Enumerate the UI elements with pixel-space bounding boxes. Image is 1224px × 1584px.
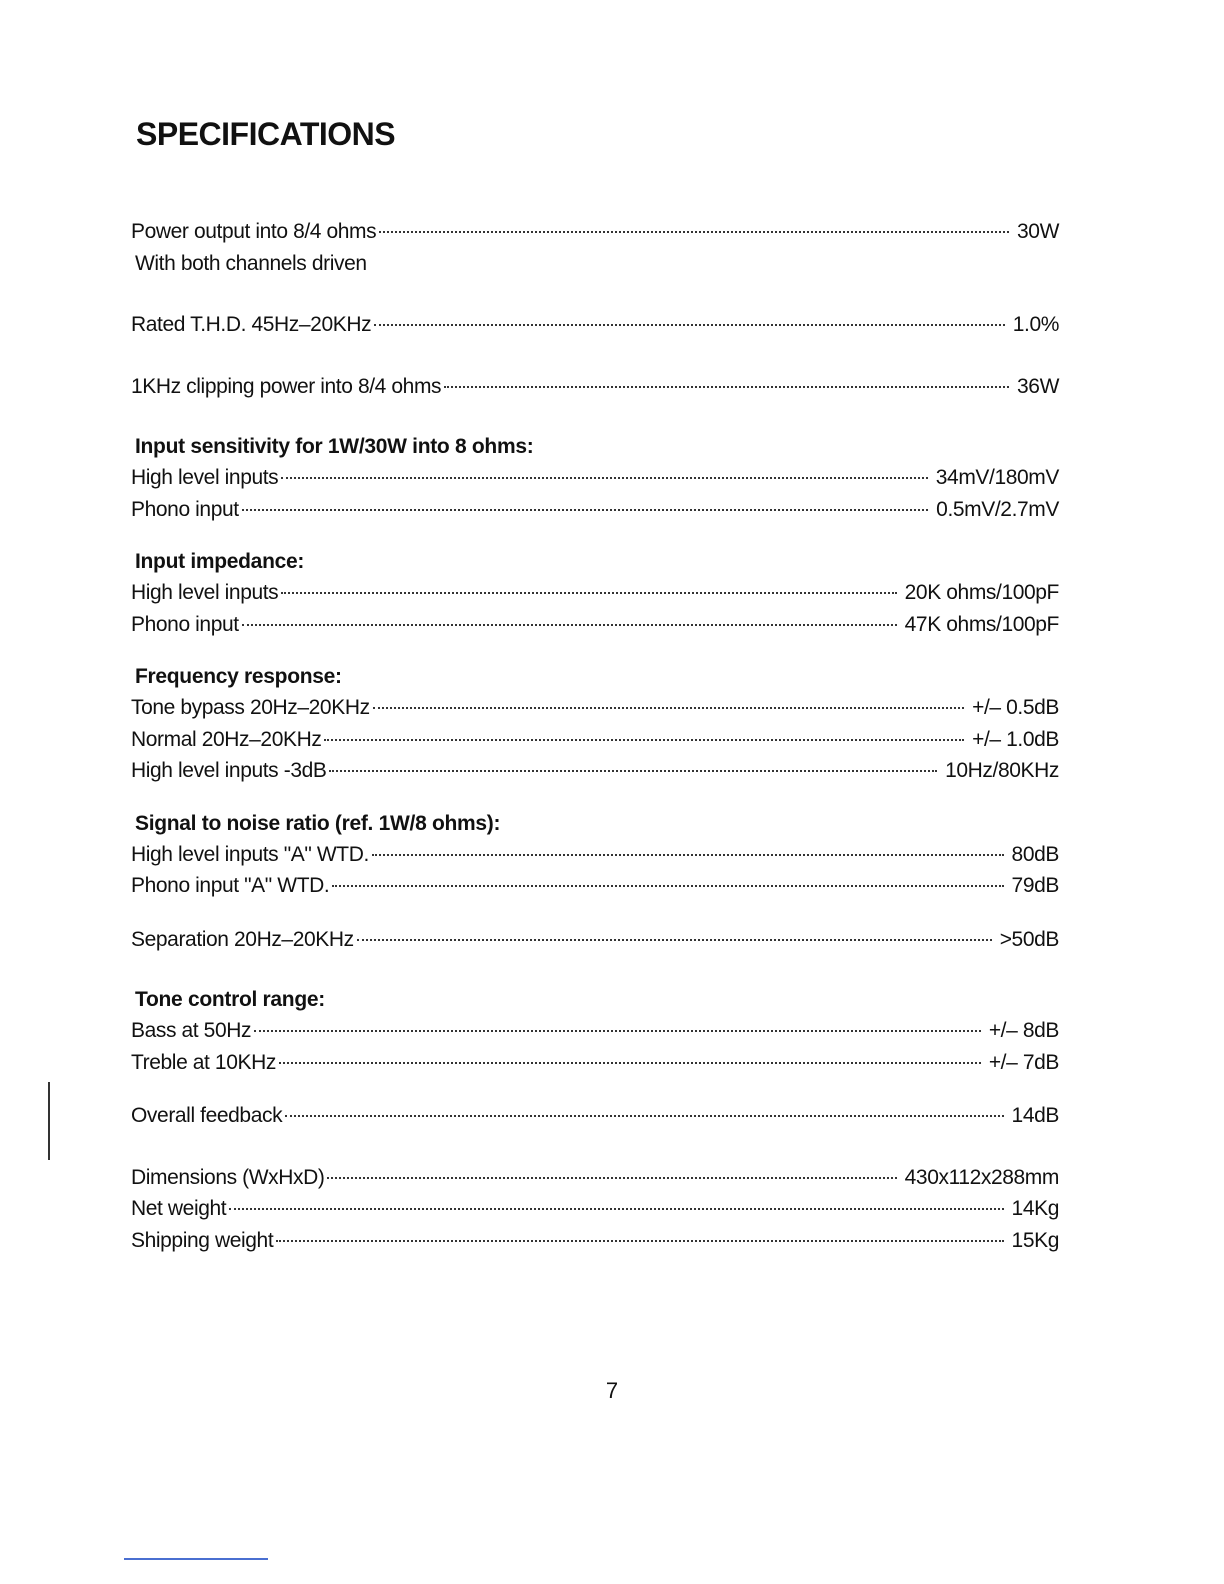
page-number: 7 xyxy=(605,1378,619,1403)
spec-row xyxy=(131,724,1059,756)
spec-row xyxy=(131,309,1059,341)
spec-value: 34mV/180mV xyxy=(935,466,1059,489)
dot-leader xyxy=(444,386,1009,388)
spec-label: High level inputs -3dB xyxy=(131,759,327,782)
spec-value: 80dB xyxy=(1011,842,1059,866)
spec-row xyxy=(131,1047,1059,1079)
spec-row xyxy=(131,692,1059,724)
page-title: SPECIFICATIONS xyxy=(136,116,396,152)
dot-leader xyxy=(374,324,1005,326)
spec-value: 36W xyxy=(1017,374,1059,398)
dot-leader xyxy=(329,770,937,772)
spec-label: Bass at 50Hz xyxy=(131,1019,252,1042)
spec-label: Tone bypass 20Hz–20KHz xyxy=(131,696,370,719)
spec-section xyxy=(131,371,1059,403)
spec-row xyxy=(131,462,1059,494)
spec-section xyxy=(131,1162,1059,1257)
spec-label: Treble at 10KHz xyxy=(131,1050,276,1074)
spec-section xyxy=(131,809,1059,902)
spec-label: Phono input xyxy=(131,497,239,521)
spec-row xyxy=(131,577,1059,609)
bottom-rule xyxy=(124,1558,268,1560)
spec-row xyxy=(131,216,1059,248)
spec-section xyxy=(131,216,1059,279)
spec-label: Dimensions (WxHxD) xyxy=(131,1165,325,1189)
dot-leader xyxy=(229,1208,1003,1210)
spec-value: 79dB xyxy=(1011,874,1059,897)
spec-row xyxy=(131,371,1059,403)
dot-leader xyxy=(324,739,964,741)
dot-leader xyxy=(373,707,964,709)
spec-value: +/– 0.5dB xyxy=(972,696,1059,719)
dot-leader xyxy=(327,1177,896,1179)
spec-value: +/– 8dB xyxy=(988,1019,1059,1042)
spec-row xyxy=(131,839,1059,871)
spec-label: Normal 20Hz–20KHz xyxy=(131,727,322,751)
dot-leader xyxy=(281,592,896,594)
spec-section xyxy=(131,924,1059,956)
spec-value: 430x112x288mm xyxy=(904,1165,1059,1189)
spec-row xyxy=(131,609,1059,641)
specifications-list xyxy=(131,216,1059,1286)
spec-section xyxy=(131,985,1059,1078)
dot-leader xyxy=(279,1062,981,1064)
dot-leader xyxy=(332,885,1003,887)
spec-value: +/– 1.0dB xyxy=(972,727,1059,751)
spec-label: Overall feedback xyxy=(131,1104,283,1127)
spec-row xyxy=(131,494,1059,526)
dot-leader xyxy=(276,1240,1003,1242)
spec-row xyxy=(131,1015,1059,1047)
spec-row xyxy=(131,1100,1059,1132)
spec-label: High level inputs xyxy=(131,466,279,489)
spec-label: Power output into 8/4 ohms xyxy=(131,220,377,243)
spec-section xyxy=(131,1100,1059,1132)
spec-row xyxy=(131,924,1059,956)
spec-label: High level inputs "A" WTD. xyxy=(131,842,369,866)
spec-value: 47K ohms/100pF xyxy=(904,612,1059,636)
dot-leader xyxy=(357,939,992,941)
spec-value: 0.5mV/2.7mV xyxy=(936,497,1059,521)
dot-leader xyxy=(379,231,1009,233)
dot-leader xyxy=(372,854,1004,856)
section-heading: Input impedance: xyxy=(135,550,305,573)
spec-value: 30W xyxy=(1017,220,1059,243)
section-heading: Frequency response: xyxy=(135,665,342,688)
spec-section xyxy=(131,662,1059,787)
spec-value: 15Kg xyxy=(1011,1228,1059,1252)
spec-value: 10Hz/80KHz xyxy=(945,759,1059,782)
spec-section xyxy=(131,547,1059,640)
spec-label: Rated T.H.D. 45Hz–20KHz xyxy=(131,313,372,336)
spec-value: 1.0% xyxy=(1012,313,1059,336)
dot-leader xyxy=(285,1115,1003,1117)
section-heading: Tone control range: xyxy=(135,988,325,1011)
spec-note: With both channels driven xyxy=(135,251,367,275)
spec-row xyxy=(131,1225,1059,1257)
spec-label: Separation 20Hz–20KHz xyxy=(131,927,354,951)
margin-mark xyxy=(48,1082,50,1160)
dot-leader xyxy=(281,477,927,479)
dot-leader xyxy=(242,624,897,626)
spec-label: Phono input "A" WTD. xyxy=(131,874,330,897)
spec-row xyxy=(131,870,1059,902)
section-heading: Input sensitivity for 1W/30W into 8 ohms: xyxy=(135,435,534,458)
spec-label: Phono input xyxy=(131,612,239,636)
spec-label: Shipping weight xyxy=(131,1228,274,1252)
section-heading: Signal to noise ratio (ref. 1W/8 ohms): xyxy=(135,811,501,835)
spec-value: >50dB xyxy=(999,927,1059,951)
spec-row xyxy=(131,1162,1059,1194)
spec-label: High level inputs xyxy=(131,581,279,604)
spec-section xyxy=(131,309,1059,341)
spec-label: Net weight xyxy=(131,1197,227,1220)
dot-leader xyxy=(242,509,928,511)
spec-value: 20K ohms/100pF xyxy=(904,581,1059,604)
spec-label: 1KHz clipping power into 8/4 ohms xyxy=(131,374,442,398)
spec-value: 14dB xyxy=(1011,1104,1059,1127)
spec-row xyxy=(131,1193,1059,1225)
spec-value: +/– 7dB xyxy=(988,1050,1059,1074)
spec-row xyxy=(131,755,1059,787)
spec-section xyxy=(131,432,1059,525)
dot-leader xyxy=(254,1030,981,1032)
spec-value: 14Kg xyxy=(1011,1197,1059,1220)
